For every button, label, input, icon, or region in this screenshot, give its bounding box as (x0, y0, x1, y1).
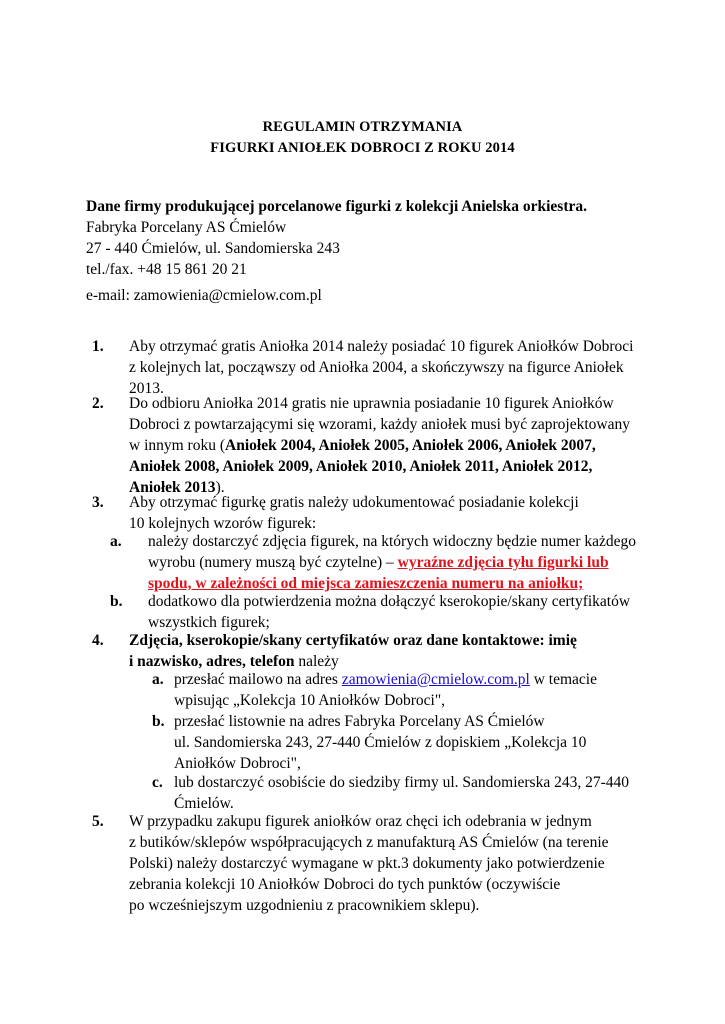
item-3a-line-2-text: wyrobu (numery muszą być czytelne) – (148, 554, 398, 571)
email-link[interactable]: zamowienia@cmielow.com.pl (341, 671, 530, 688)
item-3-number: 3. (92, 494, 104, 511)
item-2-line-2: Dobroci z powtarzającymi się wzorami, każdy aniołek musi być zaprojektowany (129, 416, 630, 433)
item-4b-line-1: przesłać listownie na adres Fabryka Porcelany AS Ćmielów (174, 713, 545, 730)
item-4a-line-2: wpisując „Kolekcja 10 Aniołków Dobroci", (174, 692, 446, 709)
item-1-line-2: z kolejnych lat, począwszy od Aniołka 2004, a skończywszy na figurce Aniołek (129, 359, 624, 376)
item-4-line-2-bold: i nazwisko, adres, telefon (129, 653, 295, 670)
item-5-number: 5. (92, 813, 104, 830)
item-4c-line-1: lub dostarczyć osobiście do siedziby firmy ul. Sandomierska 243, 27-440 (174, 774, 630, 791)
company-address: 27 - 440 Ćmielów, ul. Sandomierska 243 (86, 240, 340, 257)
item-4b-letter: b. (152, 713, 165, 730)
item-5-line-2: z butików/sklepów współpracujących z manufakturą AS Ćmielów (na terenie (129, 834, 609, 851)
item-2-line-3 (129, 436, 596, 456)
item-5-line-1: W przypadku zakupu figurek aniołków oraz chęci ich odebrania w jednym (129, 813, 592, 830)
company-name: Fabryka Porcelany AS Ćmielów (86, 219, 287, 236)
item-4a-line-1-end: w temacie (529, 671, 597, 688)
item-3b-line-1: dodatkowo dla potwierdzenia można dołączyć kserokopie/skany certyfikatów (148, 593, 631, 610)
item-3b-line-2: wszystkich figurek; (148, 614, 270, 631)
company-phone: tel./fax. +48 15 861 20 21 (86, 261, 247, 278)
item-2-line-5-end: ). (215, 479, 225, 496)
item-5-line-4: zebrania kolekcji 10 Aniołków Dobroci do tych punktów (oczywiście (129, 876, 561, 893)
item-2-years-a: Aniołek 2004, Aniołek 2005, Aniołek 2006, Aniołek 2007, (225, 437, 596, 454)
item-4-line-2-end: należy (294, 653, 339, 670)
item-2-line-1: Do odbioru Aniołka 2014 gratis nie uprawnia posiadanie 10 figurek Aniołków (129, 395, 614, 412)
item-4c-line-2: Ćmielów. (174, 795, 234, 812)
item-2-years-c: Aniołek 2013 (129, 479, 216, 496)
item-2-number: 2. (92, 395, 104, 412)
item-3-line-2: 10 kolejnych wzorów figurek: (129, 515, 317, 532)
item-4-line-1: Zdjęcia, kserokopie/skany certyfikatów oraz dane kontaktowe: imię (129, 632, 577, 649)
document-title-line-1: REGULAMIN OTRZYMANIA (262, 119, 463, 135)
item-3a-highlight-a: wyraźne zdjęcia tyłu figurki lub (397, 554, 609, 571)
item-3-line-1: Aby otrzymać figurkę gratis należy udokumentować posiadanie kolekcji (129, 494, 579, 511)
item-3a-highlight-b: spodu, w zależności od miejsca zamieszczenia numeru na aniołku; (148, 575, 584, 592)
item-4b-line-3: Aniołków Dobroci", (174, 755, 301, 772)
item-2-years-b: Aniołek 2008, Aniołek 2009, Aniołek 2010, Aniołek 2011, Aniołek 2012, (129, 458, 593, 475)
item-3a-letter: a. (110, 533, 122, 550)
company-email: e-mail: zamowienia@cmielow.com.pl (86, 287, 322, 304)
item-1-number: 1. (92, 338, 104, 355)
company-heading: Dane firmy produkującej porcelanowe figurki z kolekcji Anielska orkiestra. (86, 198, 588, 215)
item-2-line-3-text: w innym roku ( (129, 437, 226, 454)
item-4a-line-1 (174, 670, 597, 690)
item-1-line-1: Aby otrzymać gratis Aniołka 2014 należy posiadać 10 figurek Aniołków Dobroci (129, 338, 634, 355)
item-4-number: 4. (92, 632, 104, 649)
item-5-line-5: po wcześniejszym uzgodnieniu z pracownikiem sklepu). (129, 897, 480, 914)
item-4b-line-2: ul. Sandomierska 243, 27-440 Ćmielów z dopiskiem „Kolekcja 10 (174, 734, 587, 751)
item-3a-line-1: należy dostarczyć zdjęcia figurek, na których widoczny będzie numer każdego (148, 533, 637, 550)
item-3b-letter: b. (110, 593, 123, 610)
item-4a-line-1-text: przesłać mailowo na adres (174, 671, 342, 688)
item-4-line-2 (129, 652, 339, 672)
item-4a-letter: a. (152, 671, 164, 688)
item-5-line-3: Polski) należy dostarczyć wymagane w pkt.3 dokumenty jako potwierdzenie (129, 855, 605, 872)
document-title-line-2: FIGURKI ANIOŁEK DOBROCI Z ROKU 2014 (210, 140, 515, 156)
item-4c-letter: c. (152, 774, 163, 791)
item-1-line-3: 2013. (129, 380, 164, 397)
item-3a-line-2 (148, 553, 609, 573)
